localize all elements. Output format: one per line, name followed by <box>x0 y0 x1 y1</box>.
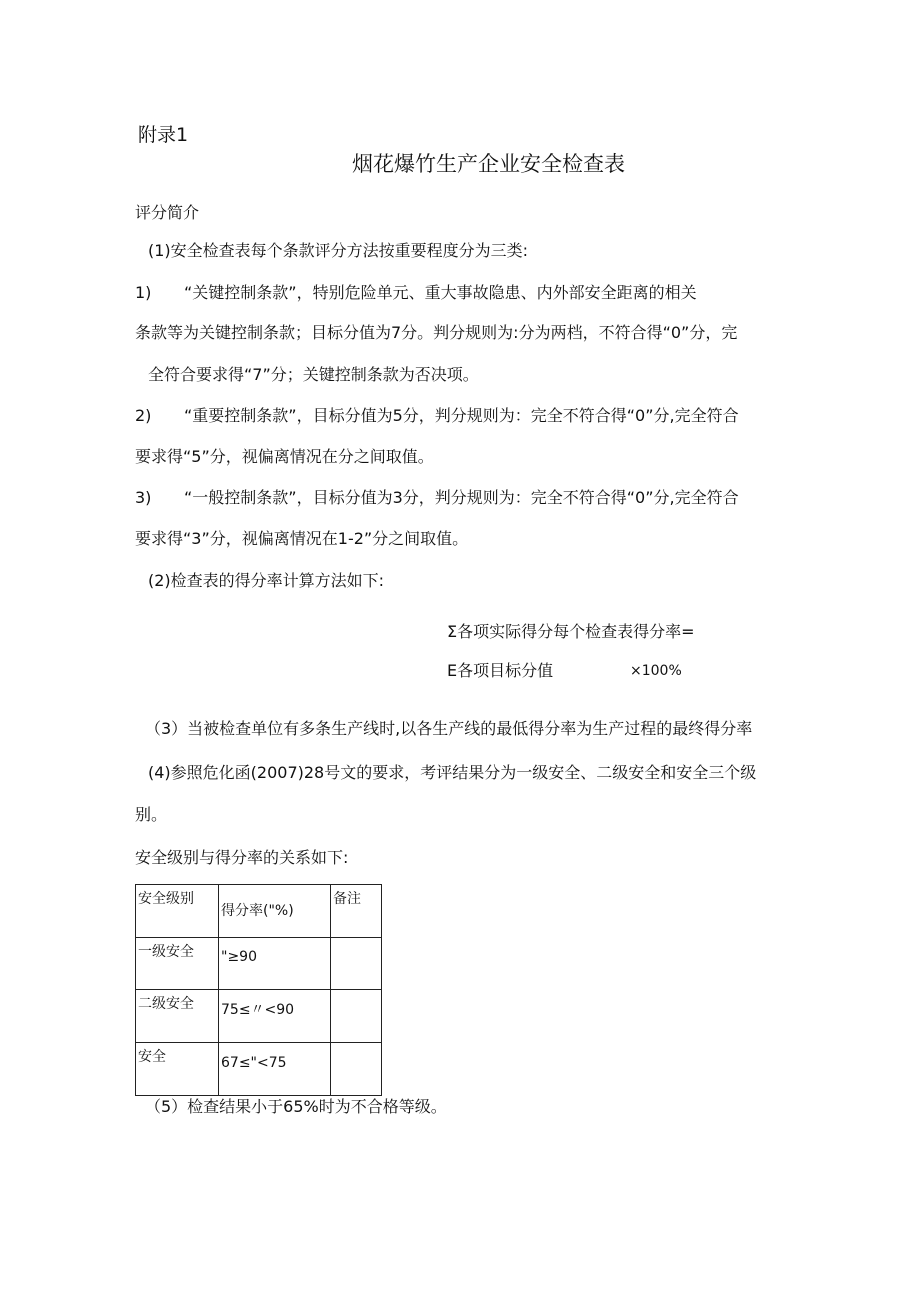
table-row <box>136 1043 382 1096</box>
cell-level: 安全 <box>136 1043 219 1096</box>
cell-rate: 75≤〃<90 <box>219 990 331 1043</box>
rule2-number: 2) <box>135 406 152 425</box>
rule1-line3: 全符合要求得“7”分；关键控制条款为否决项。 <box>148 365 479 384</box>
rule1-number: 1) <box>135 283 152 302</box>
rule3-line1: “一般控制条款”，目标分值为3分，判分规则为：完全不符合得“0”分,完全符合 <box>184 488 739 507</box>
appendix-label: 附录1 <box>138 124 189 146</box>
document-title: 烟花爆竹生产企业安全检查表 <box>352 152 625 176</box>
section-heading: 评分简介 <box>135 203 200 222</box>
item3-text: （3）当被检查单位有多条生产线时,以各生产线的最低得分率为生产过程的最终得分率 <box>145 719 753 738</box>
cell-level: 一级安全 <box>136 938 219 990</box>
cell-level: 二级安全 <box>136 990 219 1043</box>
formula-multiplier: ×100% <box>630 663 682 679</box>
cell-note <box>331 1043 382 1096</box>
formula-line1: Σ各项实际得分每个检查表得分率= <box>447 622 695 641</box>
item4-line1: (4)参照危化函(2007)28号文的要求，考评结果分为一级安全、二级安全和安全三个级 <box>148 763 757 782</box>
grade-table <box>135 884 382 1096</box>
header-note: 备注 <box>331 885 382 938</box>
rule1-line1: “关键控制条款”，特别危险单元、重大事故隐患、内外部安全距离的相关 <box>184 283 697 302</box>
item5-text: （5）检查结果小于65%时为不合格等级。 <box>145 1097 447 1116</box>
table-row <box>136 938 382 990</box>
table-header-row <box>136 885 382 938</box>
header-rate: 得分率("%) <box>219 885 331 938</box>
cell-rate: 67≤"<75 <box>219 1043 331 1096</box>
table-row <box>136 990 382 1043</box>
cell-rate: "≥90 <box>219 938 331 990</box>
item4-line2: 别。 <box>135 805 168 824</box>
rule1-line2: 条款等为关键控制条款；目标分值为7分。判分规则为:分为两档，不符合得“0”分，完 <box>135 323 738 342</box>
cell-note <box>331 990 382 1043</box>
rule2-line1: “重要控制条款”，目标分值为5分，判分规则为：完全不符合得“0”分,完全符合 <box>184 406 739 425</box>
rule3-line2: 要求得“3”分，视偏离情况在1-2”分之间取值。 <box>135 529 469 548</box>
header-level: 安全级别 <box>136 885 219 938</box>
item1-intro: (1)安全检查表每个条款评分方法按重要程度分为三类: <box>148 241 529 260</box>
rule3-number: 3) <box>135 488 152 507</box>
rule2-line2: 要求得“5”分，视偏离情况在分之间取值。 <box>135 447 434 466</box>
item2-intro: (2)检查表的得分率计算方法如下: <box>148 571 385 590</box>
table-caption: 安全级别与得分率的关系如下: <box>135 848 349 867</box>
cell-note <box>331 938 382 990</box>
formula-line2: E各项目标分值 <box>447 661 554 680</box>
